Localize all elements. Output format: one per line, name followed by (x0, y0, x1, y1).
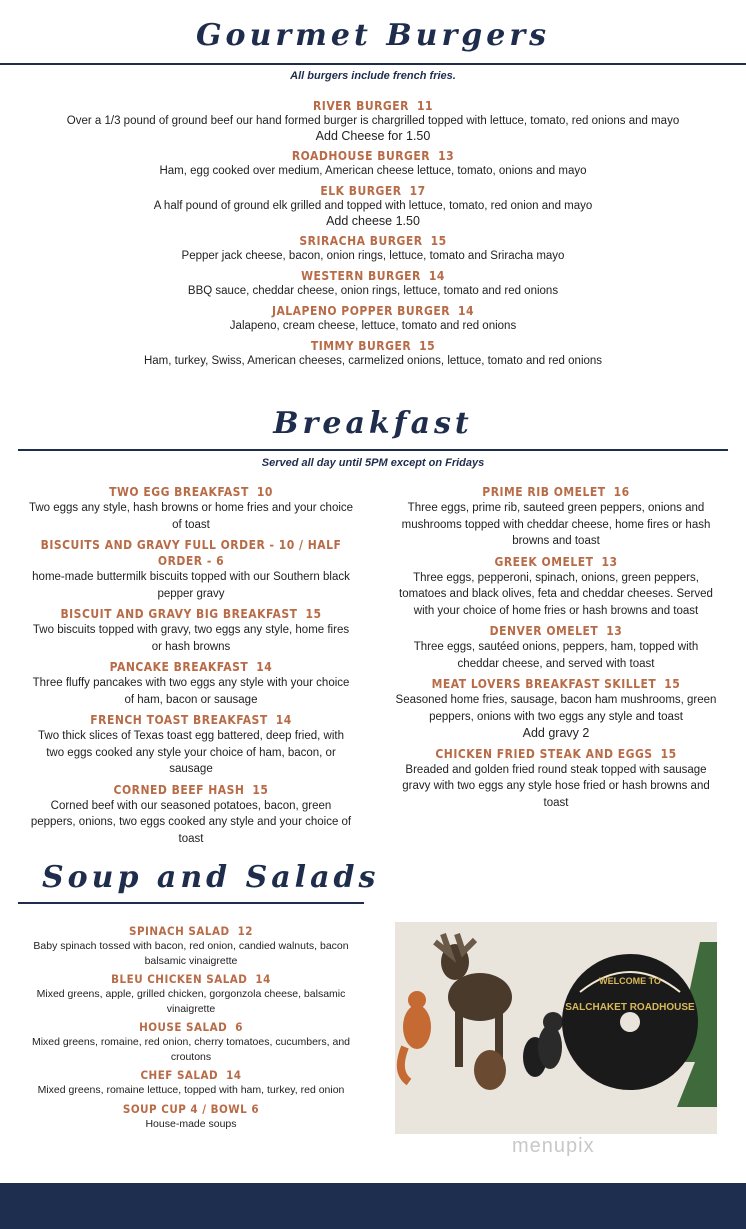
menu-item (28, 659, 354, 708)
menu-item (28, 924, 354, 968)
item-name-text: CHEF SALAD (140, 1068, 219, 1082)
item-price: 6 (235, 1020, 243, 1034)
item-price: 13 (601, 554, 618, 569)
menu-item (28, 972, 354, 1016)
menu-item (393, 484, 719, 550)
menu-item (28, 1020, 354, 1064)
menu-item-description: Breaded and golden fried round steak topped with sausage gravy with two eggs any style hose fried or hash browns and toast (402, 763, 710, 809)
item-name-text: PANCAKE BREAKFAST (109, 660, 249, 674)
menu-item-description: Ham, egg cooked over medium, American cheese lettuce, tomato, onions and mayo (159, 165, 587, 177)
menu-item-description: Mixed greens, romaine lettuce, topped with ham, turkey, red onion (37, 1084, 345, 1096)
item-name-text: WESTERN BURGER (301, 269, 421, 283)
item-price: 14 (256, 660, 273, 674)
breakfast-right-column (393, 484, 719, 815)
item-name-text: CHICKEN FRIED STEAK AND EGGS (435, 746, 653, 761)
menu-item-name (20, 148, 726, 164)
footer-bar (0, 1183, 746, 1229)
mural-illustration (395, 922, 717, 1134)
menu-item-name (393, 554, 719, 570)
item-name-text: HOUSE SALAD (139, 1020, 228, 1034)
menu-item (20, 268, 726, 299)
item-price: 12 (237, 924, 253, 938)
menu-item-name (20, 338, 726, 354)
menu-item-name (28, 972, 354, 987)
burgers-subtitle: All burgers include french fries. (290, 70, 456, 82)
item-name-text: FRENCH TOAST BREAKFAST (90, 713, 268, 727)
menu-item (28, 606, 354, 655)
burgers-title: Gourmet Burgers (195, 18, 551, 53)
soup-title: Soup and Salads (42, 860, 380, 895)
menu-item-name (20, 303, 726, 319)
breakfast-title: Breakfast (273, 406, 473, 441)
item-price: 14 (275, 713, 292, 727)
menu-item (20, 98, 726, 144)
item-name-text: CORNED BEEF HASH (113, 782, 245, 797)
item-name-text: SOUP CUP 4 / BOWL 6 (122, 1101, 260, 1116)
menu-item-addon: Add cheese 1.50 (326, 214, 420, 228)
breakfast-rule (18, 449, 728, 451)
menu-item-name (28, 484, 354, 500)
item-name-text: SPINACH SALAD (129, 924, 230, 938)
menu-item-description: Pepper jack cheese, bacon, onion rings, lettuce, tomato and Sriracha mayo (181, 250, 565, 262)
menu-item-description: Ham, turkey, Swiss, American cheeses, carmelized onions, lettuce, tomato and red onions (143, 355, 603, 367)
item-price: 14 (428, 269, 445, 283)
menu-item-name (28, 537, 354, 569)
item-price: 13 (438, 149, 455, 163)
item-name-text: BISCUITS AND GRAVY FULL ORDER - 10 / HALF ORDER - 6 (40, 538, 342, 568)
menu-item-description: Over a 1/3 pound of ground beef our hand formed burger is chargrilled topped with lettuce, tomato, red onions and mayo (66, 115, 680, 127)
watermark-text: menupix (512, 1135, 595, 1157)
sign-line2: SALCHAKET ROADHOUSE (565, 1002, 695, 1013)
menu-item (20, 148, 726, 179)
item-name-text: ROADHOUSE BURGER (291, 149, 431, 163)
menu-item-description: BBQ sauce, cheddar cheese, onion rings, lettuce, tomato and red onions (187, 285, 559, 297)
item-name-text: ELK BURGER (320, 184, 402, 198)
menu-item-description: Baby spinach tossed with bacon, red onion, candied walnuts, bacon balsamic vinaigrette (33, 940, 349, 967)
menu-item-name (393, 484, 719, 500)
menu-item-description: Two thick slices of Texas toast egg battered, deep fried, with two eggs cooked any style your choice of ham, bacon, or sausage (38, 730, 344, 775)
menu-item-name (28, 1102, 354, 1117)
menu-item (393, 746, 719, 812)
item-name-text: TWO EGG BREAKFAST (109, 485, 249, 499)
menu-item-description: House-made soups (145, 1117, 237, 1130)
menu-item-description: Seasoned home fries, sausage, bacon ham mushrooms, green peppers, onions with two eggs any style and toast (395, 694, 717, 723)
menu-item (20, 303, 726, 334)
item-price: 15 (664, 677, 681, 691)
menu-item (28, 1102, 354, 1132)
menu-item (20, 183, 726, 229)
menu-item-name (20, 268, 726, 284)
menu-item (393, 623, 719, 672)
menu-item (28, 782, 354, 848)
item-price: 15 (430, 234, 447, 248)
menu-item-description: home-made buttermilk biscuits topped with our Southern black pepper gravy (32, 571, 350, 600)
item-price: 10 (256, 485, 273, 499)
menu-item-name (393, 623, 719, 639)
menu-item-name (28, 1068, 354, 1083)
menu-item-description: Two eggs any style, hash browns or home fries and your choice of toast (28, 502, 354, 531)
item-price: 14 (226, 1068, 242, 1082)
item-name-text: MEAT LOVERS BREAKFAST SKILLET (431, 677, 657, 691)
item-name-text: SRIRACHA BURGER (299, 234, 423, 248)
item-name-text: PRIME RIB OMELET (482, 485, 606, 499)
item-price: 16 (613, 485, 630, 499)
menu-item-description: Three eggs, prime rib, sauteed green peppers, onions and mushrooms topped with cheddar cheese, home fires or hash browns and toast (401, 502, 711, 547)
item-price: 15 (305, 607, 322, 621)
menu-item-description: Three fluffy pancakes with two eggs any style with your choice of ham, bacon or sausage (32, 677, 350, 706)
menu-item (20, 338, 726, 369)
item-price: 15 (252, 782, 269, 797)
item-price: 14 (255, 972, 271, 986)
item-name-text: BISCUIT AND GRAVY BIG BREAKFAST (60, 607, 298, 621)
menu-item-name (393, 746, 719, 762)
menu-item-name (28, 782, 354, 798)
menu-item-description: A half pound of ground elk grilled and topped with lettuce, tomato, red onion and mayo (153, 200, 593, 212)
menu-item (28, 712, 354, 778)
menu-item-name (20, 183, 726, 199)
item-price: 14 (458, 304, 475, 318)
menu-item-name (20, 98, 726, 114)
menu-item-description: Corned beef with our seasoned potatoes, bacon, green peppers, onions, two eggs cooked any style and your choice of toast (30, 799, 352, 845)
item-price: 15 (660, 746, 677, 761)
item-name-text: TIMMY BURGER (310, 339, 412, 353)
item-name-text: BLEU CHICKEN SALAD (111, 972, 248, 986)
menu-item-addon: Add gravy 2 (522, 726, 590, 740)
menu-item-name (28, 924, 354, 939)
item-name-text: GREEK OMELET (494, 554, 594, 569)
menu-item-description: Mixed greens, romaine, red onion, cherry tomatoes, cucumbers, and croutons (31, 1036, 351, 1063)
item-name-text: JALAPENO POPPER BURGER (271, 304, 451, 318)
item-price: 13 (606, 624, 623, 638)
item-name-text: RIVER BURGER (312, 99, 409, 113)
menu-item-description: Mixed greens, apple, grilled chicken, gorgonzola cheese, balsamic vinaigrette (36, 988, 346, 1015)
menu-item-name (28, 1020, 354, 1035)
menu-item-name (28, 659, 354, 675)
item-price: 15 (419, 339, 436, 353)
menu-item (20, 233, 726, 264)
sign-line1: WELCOME TO (599, 976, 661, 986)
breakfast-left-column (28, 484, 354, 851)
menu-item (28, 537, 354, 602)
menu-item-name (393, 676, 719, 692)
menu-item (28, 1068, 354, 1098)
menu-item (28, 484, 354, 533)
menu-item-name (20, 233, 726, 249)
item-price: 11 (416, 99, 434, 113)
menu-item-addon: Add Cheese for 1.50 (315, 129, 431, 143)
menu-item-name (28, 606, 354, 622)
menu-item (393, 676, 719, 742)
menu-item-description: Three eggs, sautéed onions, peppers, ham, topped with cheddar cheese, and served with toast (413, 641, 699, 670)
burgers-rule (0, 63, 746, 65)
menu-item-description: Two biscuits topped with gravy, two eggs any style, home fires or hash browns (32, 624, 350, 653)
saw-blade-sign (562, 954, 698, 1090)
soup-list (28, 924, 354, 1135)
menu-item-description: Jalapeno, cream cheese, lettuce, tomato and red onions (229, 320, 517, 332)
menu-item (393, 554, 719, 620)
menu-item-description: Three eggs, pepperoni, spinach, onions, green peppers, tomatoes and black olives, feta and cheddar cheeses. Served with your choice of home fries or hash browns and toast (399, 571, 713, 617)
burgers-list (20, 98, 726, 373)
beaver-icon (474, 1050, 506, 1090)
menu-item-name (28, 712, 354, 728)
roadhouse-mural-photo (395, 922, 717, 1134)
breakfast-subtitle: Served all day until 5PM except on Fridays (261, 457, 485, 469)
soup-rule (18, 902, 364, 904)
item-price: 17 (409, 184, 426, 198)
item-name-text: DENVER OMELET (489, 624, 599, 638)
